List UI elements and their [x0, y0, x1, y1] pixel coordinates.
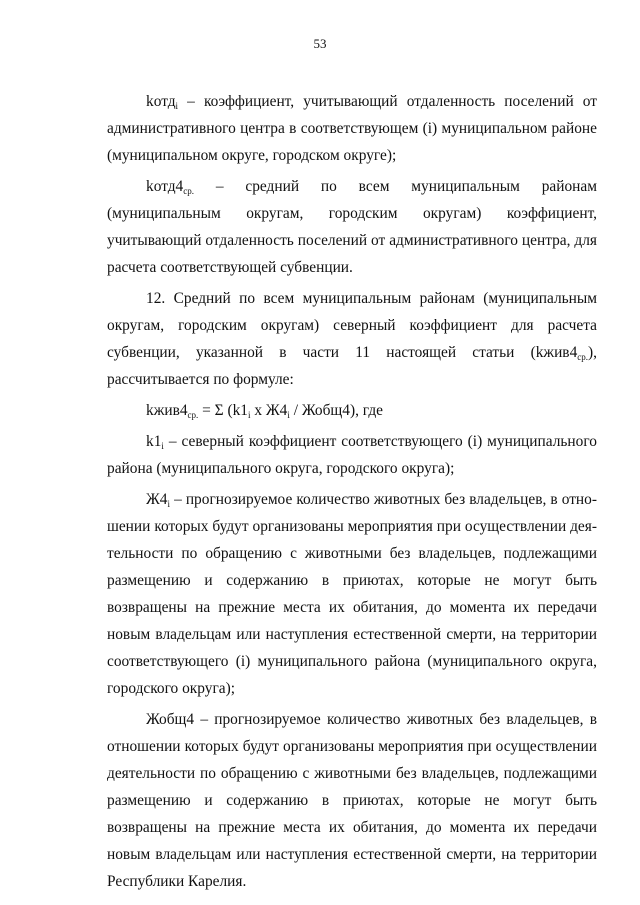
definition-kotd	[107, 88, 597, 169]
formula-rhs: / Жобщ4), где	[289, 402, 383, 419]
term-k1-subscript: i	[161, 441, 164, 451]
clause-12-subscript: ср.	[577, 352, 589, 362]
term-k1: k1	[146, 433, 162, 450]
document-body	[107, 88, 597, 895]
definition-kotd4-text: – средний по всем муниципальным районам (муниципальным округам, городским округам) коэффициент, учитывающий отдаленность поселений от административного центра, для расчета соответствующей субвенции.	[107, 178, 597, 276]
term-zh4: Ж4	[146, 491, 168, 508]
formula-k1-subscript: i	[247, 410, 251, 420]
formula-zh-subscript: i	[287, 410, 290, 420]
definition-k1	[107, 428, 597, 482]
formula-mid: х Ж4	[250, 402, 288, 419]
term-zh4-subscript: i	[167, 499, 171, 509]
formula-lhs-subscript: ср.	[187, 410, 199, 420]
term-kotd: kотд	[146, 93, 176, 110]
definition-zh4	[107, 486, 597, 702]
formula-operator: = Σ (k1	[198, 402, 248, 419]
term-kotd4-subscript: ср.	[183, 186, 194, 196]
page-number: 53	[313, 36, 327, 51]
definition-k1-text: – северный коэффициент соответствующего (i) муниципального района (муниципального округа, городского округа);	[107, 433, 597, 477]
definition-kotd4	[107, 173, 597, 281]
definition-zh4-text: – прогнозируемое количество животных без владельцев, в отношении которых будут организованы мероприятия при осуществлении деятельности по обращению с животными без владельцев, подлежащими размещению и содержанию в приютах, которые не могут быть возвращены на прежние места их обитания, до момента их передачи новым владельцам или наступления естественной смерти, на территории соответствующего (i) муниципального района (муниципального округа, городского округа);	[107, 491, 597, 697]
clause-12	[107, 285, 597, 393]
definition-kotd-text: – коэффициент, учитывающий отдаленность поселений от административного центра в соответствующем (i) муниципальном районе (муниципальном округе, городском округе);	[107, 93, 597, 164]
term-kotd4: kотд4	[146, 178, 184, 195]
definition-zhobshch4: Жобщ4 – прогнозируемое количество животных без владельцев, в отношении которых будут организованы мероприятия при осуществлении деятельности по обращению с животными без владельцев, подлежащими размещению и содержанию в приютах, которые не могут быть возвращены на прежние места их обитания, до момента их передачи новым владельцам или наступления естественной смерти, на территории Республики Карелия.	[107, 711, 597, 890]
clause-12-text-before: 12. Средний по всем муниципальным районам (муниципальным округам, городским округам) северный коэффициент для расчета субвенции, указанной в части 11 настоящей статьи (kжив4	[107, 290, 597, 361]
term-kotd-subscript: i	[175, 101, 179, 111]
formula-lhs: kжив4	[146, 402, 188, 419]
formula	[107, 397, 597, 424]
clause-12-text-after: ), рассчитывается по формуле:	[107, 344, 597, 388]
